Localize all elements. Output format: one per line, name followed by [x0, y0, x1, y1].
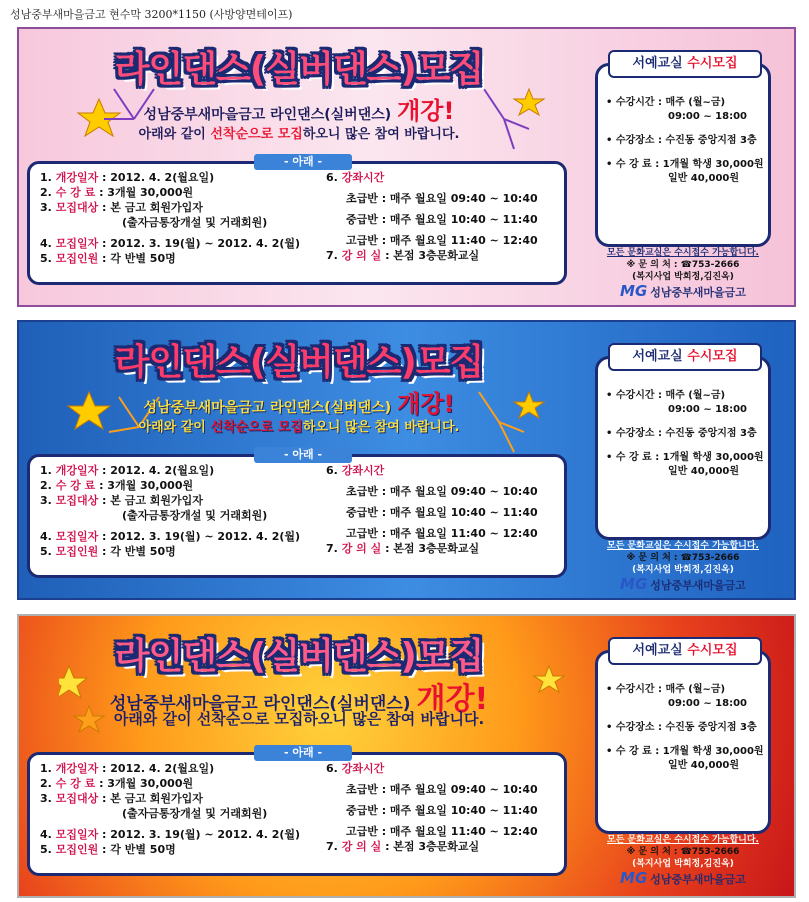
subtitle-text: 성남중부새마을금고 라인댄스(실버댄스) [109, 694, 411, 714]
info-left-column [40, 463, 330, 559]
contact-text: ※ 문 의 처 : ☎753-2666 [626, 260, 740, 270]
item-2: 2. 수 강 료 : 3개월 30,000원 [40, 777, 194, 790]
line2-text-b: 하오니 많은 참여 바랍니다. [303, 710, 485, 728]
footer-info [585, 834, 781, 887]
class-advanced: 고급반 : 매주 월요일 11:40 ~ 12:40 [346, 527, 538, 540]
notice-text: 모든 문화교실은 수시접수 가능합니다. [607, 835, 759, 845]
line2-text-a: 아래와 같이 [113, 710, 197, 728]
below-tag: - 아래 - [254, 745, 352, 761]
contact-text: ※ 문 의 처 : ☎753-2666 [626, 847, 740, 857]
item-2: 2. 수 강 료 : 3개월 30,000원 [40, 186, 194, 199]
class-intermediate: 중급반 : 매주 월요일 10:40 ~ 11:40 [346, 506, 538, 519]
info-left-column [40, 170, 330, 266]
mg-logo: MG 성남중부새마을금고 [620, 575, 746, 593]
banner-title: 라인댄스(실버댄스)모집 [114, 342, 484, 383]
class-intermediate: 중급반 : 매주 월요일 10:40 ~ 11:40 [346, 213, 538, 226]
line2-text-b: 하오니 많은 참여 바랍니다. [302, 420, 460, 435]
calligraphy-title: 서예교실 수시모집 [608, 343, 762, 371]
contact-text: ※ 문 의 처 : ☎753-2666 [626, 553, 740, 563]
subtitle-text: 성남중부새마을금고 라인댄스(실버댄스) [143, 107, 392, 123]
item-6: 6. 강좌시간 [326, 171, 385, 184]
caption: 성남중부새마을금고 현수막 3200*1150 (사방양면테이프) [10, 8, 293, 21]
calligraphy-title: 서예교실 수시모집 [608, 637, 762, 665]
class-advanced: 고급반 : 매주 월요일 11:40 ~ 12:40 [346, 825, 538, 838]
info-box [27, 155, 567, 285]
item-6: 6. 강좌시간 [326, 464, 385, 477]
notice-text: 모든 문화교실은 수시접수 가능합니다. [607, 541, 759, 551]
calligraphy-box [595, 349, 771, 540]
calligraphy-box [595, 56, 771, 247]
mg-logo: MG 성남중부새마을금고 [620, 869, 746, 887]
info-left-column [40, 761, 330, 857]
item-5: 5. 모집인원 : 각 반별 50명 [40, 843, 176, 856]
info-box [27, 448, 567, 578]
item-1: 1. 개강일자 : 2012. 4. 2(월요일) [40, 171, 215, 184]
info-right-column [326, 170, 566, 263]
banner-title: 라인댄스(실버댄스)모집 [114, 49, 484, 90]
item-4: 4. 모집일자 : 2012. 3. 19(월) ~ 2012. 4. 2(월) [40, 237, 301, 250]
item-2: 2. 수 강 료 : 3개월 30,000원 [40, 479, 194, 492]
opening-text: 개강! [397, 390, 455, 418]
line2-text-a: 아래와 같이 [138, 127, 211, 142]
item-3-detail: (출자금통장개설 및 거래회원) [122, 509, 268, 522]
item-7: 7. 강 의 실 : 본점 3층문화교실 [326, 840, 480, 853]
banner-pink [17, 27, 796, 307]
item-6: 6. 강좌시간 [326, 762, 385, 775]
item-5: 5. 모집인원 : 각 반별 50명 [40, 252, 176, 265]
line2-text-a: 아래와 같이 [138, 420, 211, 435]
banner-subtitle [19, 91, 579, 126]
calligraphy-title: 서예교실 수시모집 [608, 50, 762, 78]
item-5: 5. 모집인원 : 각 반별 50명 [40, 545, 176, 558]
class-beginner: 초급반 : 매주 월요일 09:40 ~ 10:40 [346, 783, 538, 796]
banner-line2 [19, 123, 579, 142]
item-7: 7. 강 의 실 : 본점 3층문화교실 [326, 542, 480, 555]
below-tag: - 아래 - [254, 447, 352, 463]
banner-line2 [19, 416, 579, 435]
line2-text-b: 하오니 많은 참여 바랍니다. [302, 127, 460, 142]
banner-subtitle [19, 384, 579, 419]
calligraphy-details: • 수강시간 : 매주 (월~금) 09:00 ~ 18:00 • 수강장소 : 수진동 중앙지점 3층 • 수 강 료 : 1개월 학생 30,000원 일반 40,000원 [606, 684, 764, 771]
item-1: 1. 개강일자 : 2012. 4. 2(월요일) [40, 464, 215, 477]
banner-line2 [19, 708, 579, 729]
item-3-detail: (출자금통장개설 및 거래회원) [122, 807, 268, 820]
subtitle-text: 성남중부새마을금고 라인댄스(실버댄스) [143, 400, 392, 416]
calligraphy-details: • 수강시간 : 매주 (월~금) 09:00 ~ 18:00 • 수강장소 : 수진동 중앙지점 3층 • 수 강 료 : 1개월 학생 30,000원 일반 40,000원 [606, 97, 764, 184]
class-advanced: 고급반 : 매주 월요일 11:40 ~ 12:40 [346, 234, 538, 247]
info-right-column [326, 761, 566, 854]
class-beginner: 초급반 : 매주 월요일 09:40 ~ 10:40 [346, 485, 538, 498]
item-1: 1. 개강일자 : 2012. 4. 2(월요일) [40, 762, 215, 775]
info-right-column [326, 463, 566, 556]
info-box [27, 746, 567, 876]
banner-title: 라인댄스(실버댄스)모집 [114, 636, 484, 677]
below-tag: - 아래 - [254, 154, 352, 170]
contact-staff: (복지사업 박희정,김진옥) [632, 859, 734, 869]
item-3: 3. 모집대상 : 본 금고 회원가입자 [40, 494, 203, 507]
footer-info [585, 540, 781, 593]
opening-text: 개강! [416, 682, 489, 717]
notice-text: 모든 문화교실은 수시접수 가능합니다. [607, 248, 759, 258]
item-4: 4. 모집일자 : 2012. 3. 19(월) ~ 2012. 4. 2(월) [40, 828, 301, 841]
banner-red [17, 614, 796, 898]
calligraphy-details: • 수강시간 : 매주 (월~금) 09:00 ~ 18:00 • 수강장소 : 수진동 중앙지점 3층 • 수 강 료 : 1개월 학생 30,000원 일반 40,000원 [606, 390, 764, 477]
calligraphy-box [595, 643, 771, 834]
item-7: 7. 강 의 실 : 본점 3층문화교실 [326, 249, 480, 262]
banner-blue [17, 320, 796, 600]
opening-text: 개강! [397, 97, 455, 125]
mg-logo: MG 성남중부새마을금고 [620, 282, 746, 300]
line2-text-red: 선착순으로 모집 [196, 710, 304, 728]
item-3: 3. 모집대상 : 본 금고 회원가입자 [40, 201, 203, 214]
contact-staff: (복지사업 박희정,김진옥) [632, 272, 734, 282]
class-intermediate: 중급반 : 매주 월요일 10:40 ~ 11:40 [346, 804, 538, 817]
class-beginner: 초급반 : 매주 월요일 09:40 ~ 10:40 [346, 192, 538, 205]
contact-staff: (복지사업 박희정,김진옥) [632, 565, 734, 575]
item-3-detail: (출자금통장개설 및 거래회원) [122, 216, 268, 229]
item-4: 4. 모집일자 : 2012. 3. 19(월) ~ 2012. 4. 2(월) [40, 530, 301, 543]
item-3: 3. 모집대상 : 본 금고 회원가입자 [40, 792, 203, 805]
line2-text-red: 선착순으로 모집 [210, 127, 303, 142]
footer-info [585, 247, 781, 300]
line2-text-red: 선착순으로 모집 [210, 420, 303, 435]
